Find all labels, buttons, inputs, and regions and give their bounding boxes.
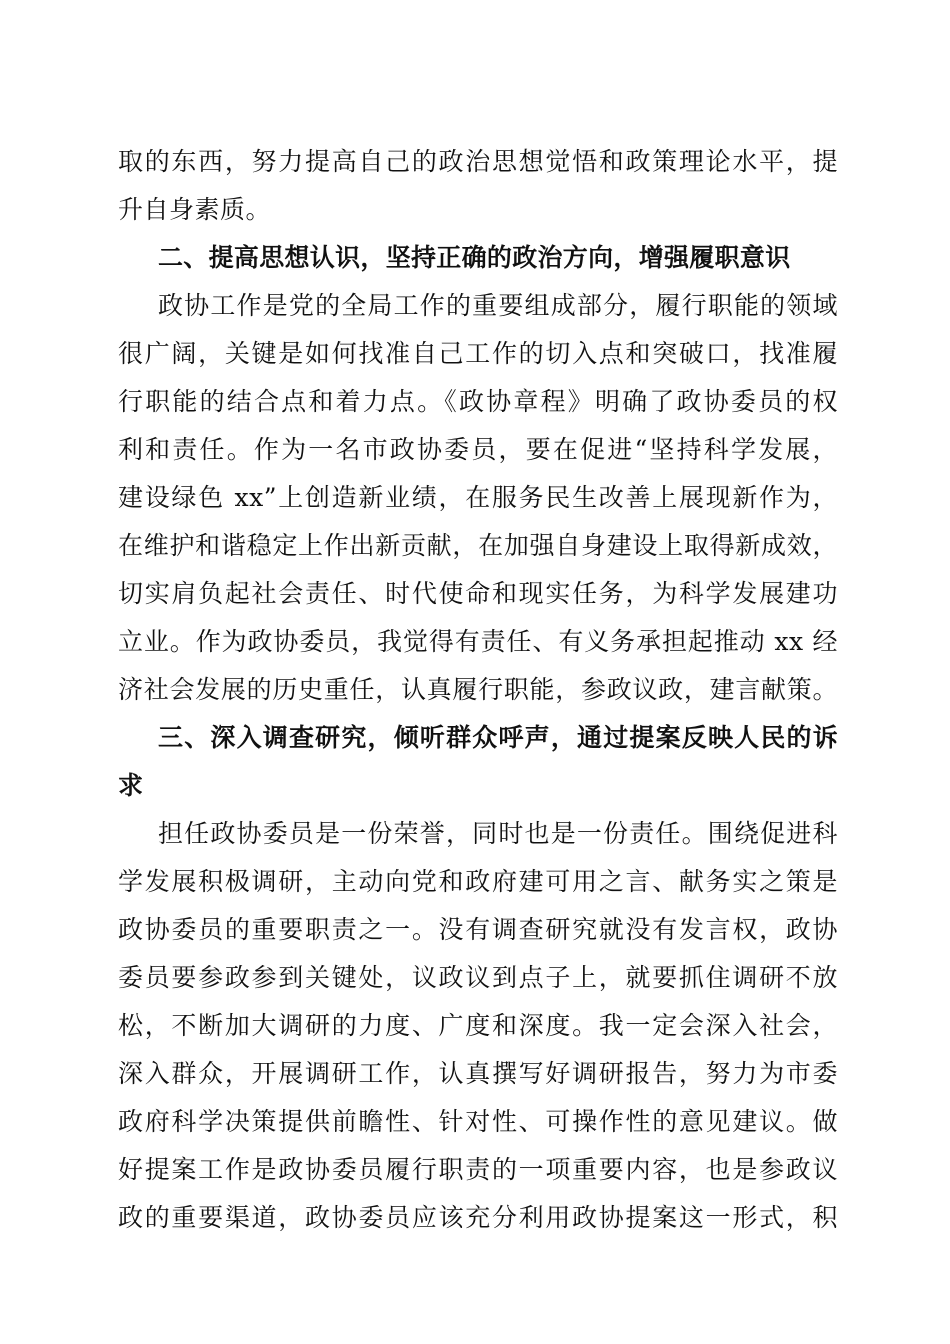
section-heading-2: 二、提高思想认识，坚持正确的政治方向，增强履职意识 bbox=[158, 243, 791, 272]
paragraph-line: 政协委员的重要职责之一。没有调查研究就没有发言权，政协 bbox=[118, 915, 838, 944]
paragraph-line: 好提案工作是政协委员履行职责的一项重要内容，也是参政议 bbox=[118, 1155, 838, 1184]
section-heading-3-continued: 求 bbox=[118, 771, 144, 800]
paragraph-line: 学发展积极调研，主动向党和政府建可用之言、献务实之策是 bbox=[118, 867, 838, 896]
paragraph-line: 在维护和谐稳定上作出新贡献，在加强自身建设上取得新成效， bbox=[118, 531, 838, 560]
paragraph-line: 济社会发展的历史重任，认真履行职能，参政议政，建言献策。 bbox=[118, 675, 838, 704]
paragraph-line: 切实肩负起社会责任、时代使命和现实任务，为科学发展建功 bbox=[118, 579, 838, 608]
paragraph-line: 担任政协委员是一份荣誉，同时也是一份责任。围绕促进科 bbox=[158, 819, 838, 848]
paragraph-line: 升自身素质。 bbox=[118, 195, 272, 224]
paragraph-line: 政的重要渠道，政协委员应该充分利用政协提案这一形式，积 bbox=[118, 1203, 838, 1232]
paragraph-line: 取的东西，努力提高自己的政治思想觉悟和政策理论水平，提 bbox=[118, 147, 838, 176]
paragraph-line: 深入群众，开展调研工作，认真撰写好调研报告，努力为市委 bbox=[118, 1059, 838, 1088]
paragraph-line: 利和责任。作为一名市政协委员，要在促进“坚持科学发展， bbox=[118, 435, 838, 464]
paragraph-line: 很广阔，关键是如何找准自己工作的切入点和突破口，找准履 bbox=[118, 339, 838, 368]
paragraph-line: 委员要参政参到关键处，议政议到点子上，就要抓住调研不放 bbox=[118, 963, 838, 992]
paragraph-line: 政协工作是党的全局工作的重要组成部分，履行职能的领域 bbox=[158, 291, 838, 320]
paragraph-line: 立业。作为政协委员，我觉得有责任、有义务承担起推动 xx 经 bbox=[118, 627, 838, 656]
paragraph-line: 行职能的结合点和着力点。《政协章程》明确了政协委员的权 bbox=[118, 387, 838, 416]
paragraph-line: 政府科学决策提供前瞻性、针对性、可操作性的意见建议。做 bbox=[118, 1107, 838, 1136]
paragraph-line: 松，不断加大调研的力度、广度和深度。我一定会深入社会， bbox=[118, 1011, 838, 1040]
section-heading-3: 三、深入调查研究，倾听群众呼声，通过提案反映人民的诉 bbox=[158, 723, 838, 752]
paragraph-line: 建设绿色 xx”上创造新业绩，在服务民生改善上展现新作为， bbox=[118, 483, 838, 512]
